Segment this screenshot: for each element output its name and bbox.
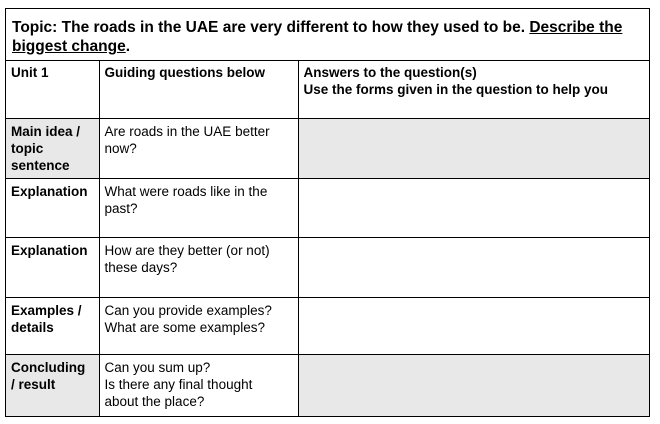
table-header-row xyxy=(6,60,649,118)
answer-cell[interactable] xyxy=(298,354,649,416)
answers-header-line-1: Answers to the question(s) xyxy=(303,65,477,80)
table-row xyxy=(6,178,649,237)
row-question: Are roads in the UAE better now? xyxy=(99,118,298,178)
unit-header: Unit 1 xyxy=(6,60,99,118)
row-label: Explanation xyxy=(6,237,99,297)
topic-prompt xyxy=(6,9,649,61)
answers-header xyxy=(298,60,649,118)
answer-cell[interactable] xyxy=(298,178,649,237)
row-question: What were roads like in the past? xyxy=(99,178,298,237)
worksheet xyxy=(5,8,650,417)
topic-end: . xyxy=(125,38,130,55)
row-label: Explanation xyxy=(6,178,99,237)
writing-frame-table xyxy=(6,60,649,416)
answers-header-line-2: Use the forms given in the question to help you xyxy=(303,82,609,97)
answer-cell[interactable] xyxy=(298,237,649,297)
row-label: Concluding / result xyxy=(6,354,99,416)
guiding-header: Guiding questions below xyxy=(99,60,298,118)
row-question: Can you provide examples? What are some examples? xyxy=(99,297,298,354)
table-row xyxy=(6,237,649,297)
table-row xyxy=(6,297,649,354)
topic-text: Topic: The roads in the UAE are very different to how they used to be. xyxy=(12,19,530,36)
answer-cell[interactable] xyxy=(298,118,649,178)
answer-cell[interactable] xyxy=(298,297,649,354)
table-row xyxy=(6,118,649,178)
topic-task: Describe the biggest change xyxy=(12,19,623,55)
row-label: Main idea / topic sentence xyxy=(6,118,99,178)
row-question: How are they better (or not) these days? xyxy=(99,237,298,297)
row-question: Can you sum up? Is there any final thought about the place? xyxy=(99,354,298,416)
row-label: Examples / details xyxy=(6,297,99,354)
table-row xyxy=(6,354,649,416)
